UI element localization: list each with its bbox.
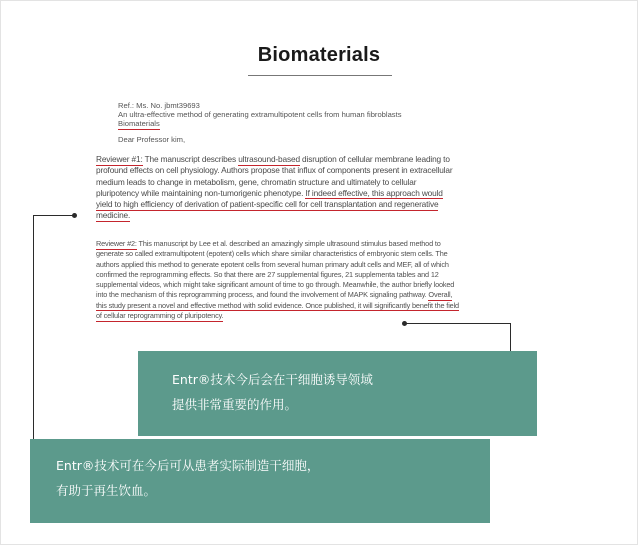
letter-journal <box>118 119 160 128</box>
callout-stem-cell-induction <box>138 351 537 436</box>
reviewer-2-label: Reviewer #2: <box>96 239 137 248</box>
reviewer-2-highlight-conclusion: Overall, this study present a novel and effective method with solid evidence. Once published, it will significantly benefit the field of cellular reprogramming of pluripotency. <box>96 290 459 321</box>
page-title: Biomaterials <box>257 44 381 66</box>
callout-2-line-2: 有助于再生饮血。 <box>56 483 157 498</box>
callout-2-line-1: Entr®技术可在今后可从患者实际制造干细胞， <box>56 458 320 473</box>
letter-subject: An ultra-effective method of generating extramultipotent cells from human fibroblasts <box>118 110 402 119</box>
connector-line-1-v <box>510 323 511 352</box>
callout-1-line-1: Entr®技术今后会在干细胞诱导领域 <box>172 372 373 387</box>
reviewer-1-highlight-conclusion: If indeed effective, this approach would yield to high efficiency of derivation of patient-specific cell for cell transplantation and regenerative medicine. <box>96 187 443 221</box>
title-underline <box>248 75 392 76</box>
letter-greeting: Dear Professor kim, <box>118 135 186 144</box>
callout-1-line-2: 提供非常重要的作用。 <box>172 397 298 412</box>
reviewer-1-label: Reviewer #1: <box>96 154 143 164</box>
journal-name: Biomaterials <box>118 119 160 128</box>
connector-line-1-h <box>405 323 511 324</box>
callout-patient-stem-cells <box>30 439 490 523</box>
connector-line-2-v <box>33 215 34 440</box>
letter-ref: Ref.: Ms. No. jbmt39693 <box>118 101 200 110</box>
reviewer-1-comment: Reviewer #1: The manuscript describes ultrasound-based disruption of cellular membrane leading to profound effects on cell physiology. Authors propose that influx of components present in extracellular medium leads to change in metabolism, gene, chromatin structure and ultimately to cellular pluripotency while maintaining non-tumorigenic phenotype. If indeed effective, this approach would yield to high efficiency of derivation of patient-specific cell for cell transplantation and regenerative medicine. <box>96 154 453 221</box>
connector-line-2-h <box>33 215 75 216</box>
reviewer-2-comment: Reviewer #2: This manuscript by Lee et al. described an amazingly simple ultrasound stimulus based method to generate so called extramultipotent (epotent) cells which share similar characteristics of embryonic stem cells. The authors applied this method to generate epotent cells from several human primary adult cells and MEF, all of which confirmed the reprogramming effects. So that there are 27 supplemental figures, 21 supplementa tables and 12 supplemental videos, which might take significant amount of time to go through. Meanwhile, the author briefly looked into the mechanism of this reprogramming process, and found the involvement of MAPK signaling pathway. Overall, this study present a novel and effective method with solid evidence. Once published, it will significantly benefit the field of cellular reprogramming of pluripotency. <box>96 239 459 321</box>
review-letter-scan <box>94 96 464 356</box>
reviewer-1-highlight-ultrasound: ultrasound-based <box>238 154 300 164</box>
